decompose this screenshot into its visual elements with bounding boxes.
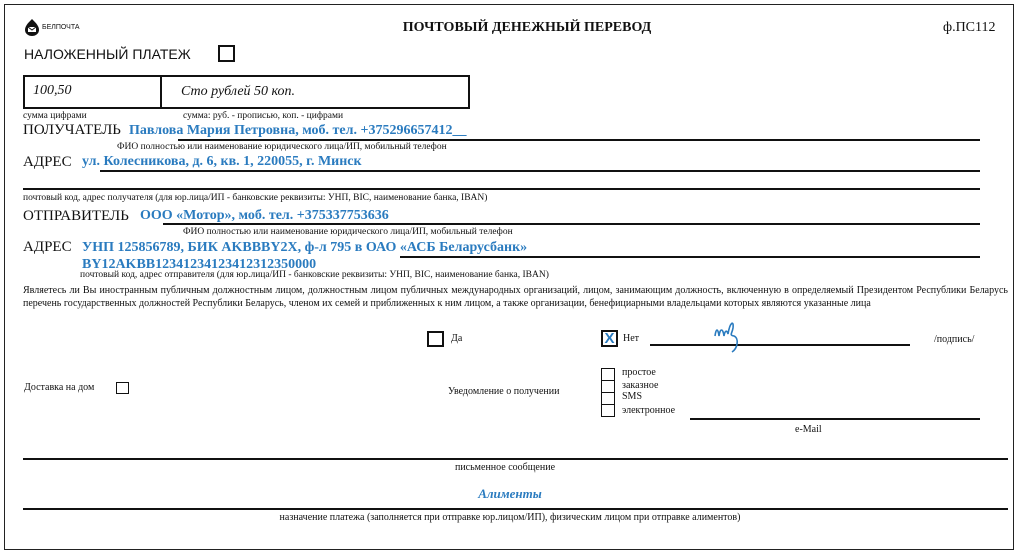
payment-purpose-caption: назначение платежа (заполняется при отправке юр.лицом/ИП), физическим лицом при отправке алиментов) xyxy=(279,512,741,523)
amount-divider xyxy=(160,75,162,109)
sender-address-field-line2[interactable]: BY12AKBB12341234123412312350000 xyxy=(82,257,317,272)
signature-caption: /подпись/ xyxy=(934,334,975,345)
message-field[interactable] xyxy=(23,458,1008,460)
signature-icon xyxy=(712,318,746,356)
amount-words-caption: сумма: руб. - прописью, коп. - цифрами xyxy=(183,111,344,121)
recipient-address-label: АДРЕС xyxy=(23,154,72,170)
notification-option-label: SMS xyxy=(622,391,643,402)
amount-digits-field[interactable]: 100,50 xyxy=(33,83,72,98)
sender-caption: ФИО полностью или наименование юридического лица/ИП, мобильный телефон xyxy=(183,227,513,237)
notification-label: Уведомление о получении xyxy=(448,386,560,397)
form-code: ф.ПС112 xyxy=(943,20,996,35)
recipient-address-caption: почтовый код, адрес получателя (для юр.лица/ИП - банковские реквизиты: УНП, BIC, наименование банка, IBAN) xyxy=(23,193,488,203)
notification-option-label: электронное xyxy=(622,405,676,416)
sender-name-field[interactable]: ООО «Мотор», моб. тел. +375337753636 xyxy=(140,208,389,223)
pep-yes-checkbox[interactable] xyxy=(427,331,444,347)
sender-label: ОТПРАВИТЕЛЬ xyxy=(23,208,129,224)
recipient-label: ПОЛУЧАТЕЛЬ xyxy=(23,122,121,138)
logo-text: БЕЛПОЧТА xyxy=(42,23,80,31)
message-caption: письменное сообщение xyxy=(454,462,556,473)
recipient-name-field[interactable]: Павлова Мария Петровна, моб. тел. +375296657412__ xyxy=(129,123,467,138)
email-caption: e-Mail xyxy=(795,424,822,435)
notification-electronic-checkbox[interactable] xyxy=(601,404,615,417)
amount-words-field[interactable]: Сто рублей 50 коп. xyxy=(181,84,296,99)
notification-option-label: заказное xyxy=(622,380,659,391)
cod-label: НАЛОЖЕННЫЙ ПЛАТЕЖ xyxy=(24,46,191,62)
pep-no-checkbox[interactable]: X xyxy=(601,330,618,347)
pep-question: Являетесь ли Вы иностранным публичным должностным лицом, должностным лицом публичных международных организаций, лицом, занимающим должность, включенную в определяемый Президентом Республики Беларусь перечень государственных должностей Республики Беларусь, членом их семей и приближенных к ним лицом, а также организации, бенефициарными владельцами которых являются указанные лица xyxy=(23,285,1008,309)
amount-digits-caption: сумма цифрами xyxy=(23,111,87,121)
payment-purpose-field[interactable]: Алименты xyxy=(478,486,542,501)
sender-address-caption: почтовый код, адрес отправителя (для юр.лица/ИП - банковские реквизиты: УНП, BIC, наименование банка, IBAN) xyxy=(80,270,549,280)
email-field[interactable] xyxy=(690,418,980,420)
notification-option-label: простое xyxy=(622,367,656,378)
recipient-caption: ФИО полностью или наименование юридического лица/ИП, мобильный телефон xyxy=(117,142,447,152)
form-title: ПОЧТОВЫЙ ДЕНЕЖНЫЙ ПЕРЕВОД xyxy=(402,20,652,35)
pep-no-label: Нет xyxy=(623,333,640,344)
recipient-address-field[interactable]: ул. Колесникова, д. 6, кв. 1, 220055, г. Минск xyxy=(82,154,362,169)
sender-address-field-line1[interactable]: УНП 125856789, БИК AKBBBY2X, ф-л 795 в ОАО «АСБ Беларусбанк» xyxy=(82,240,528,255)
home-delivery-label: Доставка на дом xyxy=(24,382,95,393)
home-delivery-checkbox[interactable] xyxy=(116,382,129,394)
pep-yes-label: Да xyxy=(451,333,463,344)
sender-address-label: АДРЕС xyxy=(23,239,72,255)
cod-checkbox[interactable] xyxy=(218,45,235,62)
